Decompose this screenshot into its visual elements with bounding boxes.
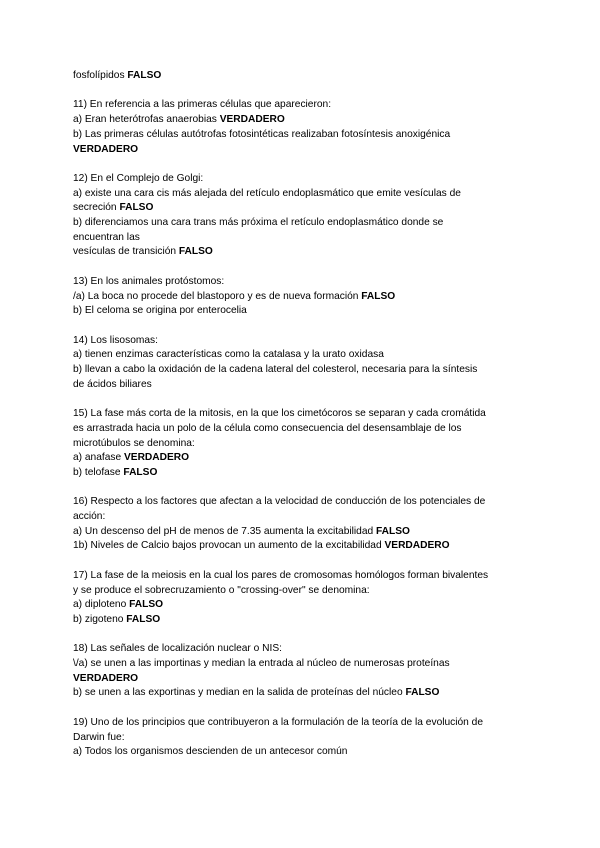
text-line	[73, 143, 533, 158]
paragraph-gap	[73, 701, 533, 716]
text-line	[73, 113, 533, 128]
text-line	[73, 437, 533, 452]
text-line	[73, 69, 533, 84]
line-text: a) Todos los organismos descienden de un antecesor común	[73, 746, 348, 758]
text-line	[73, 451, 533, 466]
text-line	[73, 290, 533, 305]
line-text: fosfolípidos	[73, 70, 128, 81]
text-line	[73, 642, 533, 657]
answer-label: FALSO	[405, 687, 440, 699]
paragraph-gap	[73, 157, 533, 172]
answer-label: VERDADERO	[73, 143, 139, 155]
answer-label: FALSO	[119, 202, 154, 214]
line-text: a) Un descenso del pH de menos de 7.35 aumenta la excitabilidad	[73, 525, 376, 537]
text-line	[73, 672, 533, 687]
text-line	[73, 510, 533, 525]
answer-label: FALSO	[127, 70, 162, 81]
line-text: 11) En referencia a las primeras células que aparecieron:	[73, 99, 332, 111]
text-line	[73, 613, 533, 628]
answer-label: FALSO	[129, 599, 164, 611]
line-text: b) diferenciamos una cara trans más próxima el retículo endoplasmático donde se	[73, 217, 444, 228]
text-line	[73, 466, 533, 481]
text-line	[73, 172, 533, 187]
line-text: es arrastrada hacia un polo de la célula como consecuencia del desensamblaje de los	[73, 422, 462, 434]
text-line	[73, 657, 533, 672]
line-text: 19) Uno de los principios que contribuyeron a la formulación de la teoría de la evolución de	[73, 716, 484, 728]
answer-label: FALSO	[178, 246, 213, 258]
text-line	[73, 363, 533, 378]
text-line	[73, 525, 533, 540]
line-text: 17) La fase de la meiosis en la cual los pares de cromosomas homólogos forman bivalentes	[73, 569, 489, 581]
text-line	[73, 539, 533, 554]
line-text: a) diploteno	[73, 599, 130, 611]
text-line	[73, 422, 533, 437]
paragraph-gap	[73, 481, 533, 496]
paragraph-gap	[73, 319, 533, 334]
text-line	[73, 348, 533, 363]
paragraph-gap	[73, 554, 533, 569]
text-line	[73, 128, 533, 143]
line-text: b) llevan a cabo la oxidación de la cadena lateral del colesterol, necesaria para la síntesis	[73, 364, 478, 375]
text-line	[73, 731, 533, 746]
line-text: 18) Las señales de localización nuclear o NIS:	[73, 643, 282, 655]
line-text: 16) Respecto a los factores que afectan a la velocidad de conducción de los potenciales de	[73, 496, 486, 508]
line-text: y se produce el sobrecruzamiento o "crossing-over" se denomina:	[73, 584, 370, 596]
line-text: b) El celoma se origina por enterocelia	[73, 305, 247, 317]
text-line	[73, 598, 533, 613]
line-text: b) zigoteno	[73, 613, 127, 625]
text-line	[73, 275, 533, 290]
line-text: 1b) Niveles de Calcio bajos provocan un aumento de la excitabilidad	[73, 540, 385, 552]
line-text: 14) Los lisosomas:	[73, 334, 158, 346]
text-line	[73, 716, 533, 731]
line-text: encuentran las	[73, 231, 140, 243]
text-line	[73, 334, 533, 349]
text-line	[73, 216, 533, 231]
document-body	[73, 69, 533, 760]
line-text: Darwin fue:	[73, 731, 125, 743]
line-text: a) tienen enzimas características como la catalasa y la urato oxidasa	[73, 349, 384, 361]
line-text: secreción	[73, 202, 120, 214]
answer-label: FALSO	[126, 613, 161, 625]
line-text: microtúbulos se denomina:	[73, 437, 195, 449]
paragraph-gap	[73, 628, 533, 643]
line-text: a) Eran heterótrofas anaerobias	[73, 114, 220, 126]
text-line	[73, 304, 533, 319]
answer-label: FALSO	[361, 290, 396, 302]
answer-label: VERDADERO	[384, 540, 450, 552]
text-line	[73, 686, 533, 701]
answer-label: VERDADERO	[73, 672, 139, 684]
line-text: b) Las primeras células autótrofas fotosintéticas realizaban fotosíntesis anoxigénica	[73, 128, 451, 140]
text-line	[73, 201, 533, 216]
line-text: a) existe una cara cis más alejada del retículo endoplasmático que emite vesículas de	[73, 187, 461, 199]
answer-label: FALSO	[123, 466, 158, 478]
line-text: 12) En el Complejo de Golgi:	[73, 172, 204, 184]
line-text: de ácidos biliares	[73, 378, 152, 390]
text-line	[73, 569, 533, 584]
answer-label: FALSO	[375, 525, 410, 537]
paragraph-gap	[73, 260, 533, 275]
line-text: acción:	[73, 511, 106, 522]
text-line	[73, 98, 533, 113]
line-text: /a) La boca no procede del blastoporo y es de nueva formación	[73, 290, 362, 302]
answer-label: VERDADERO	[219, 114, 285, 126]
paragraph-gap	[73, 84, 533, 99]
text-line	[73, 231, 533, 246]
text-line	[73, 495, 533, 510]
line-text: \/a) se unen a las importinas y median la entrada al núcleo de numerosas proteínas	[73, 658, 450, 669]
text-line	[73, 187, 533, 202]
paragraph-gap	[73, 392, 533, 407]
line-text: vesículas de transición	[73, 246, 179, 258]
answer-label: VERDADERO	[123, 452, 190, 464]
line-text: b) telofase	[73, 466, 124, 478]
text-line	[73, 245, 533, 260]
text-line	[73, 407, 533, 422]
line-text: b) se unen a las exportinas y median en la salida de proteínas del núcleo	[73, 687, 406, 699]
line-text: 13) En los animales protóstomos:	[73, 275, 225, 287]
text-line	[73, 584, 533, 599]
line-text: 15) La fase más corta de la mitosis, en la que los cimetócoros se separan y cada cromátida	[73, 408, 486, 420]
line-text: a) anafase	[73, 452, 124, 464]
text-line	[73, 378, 533, 393]
text-line	[73, 745, 533, 760]
